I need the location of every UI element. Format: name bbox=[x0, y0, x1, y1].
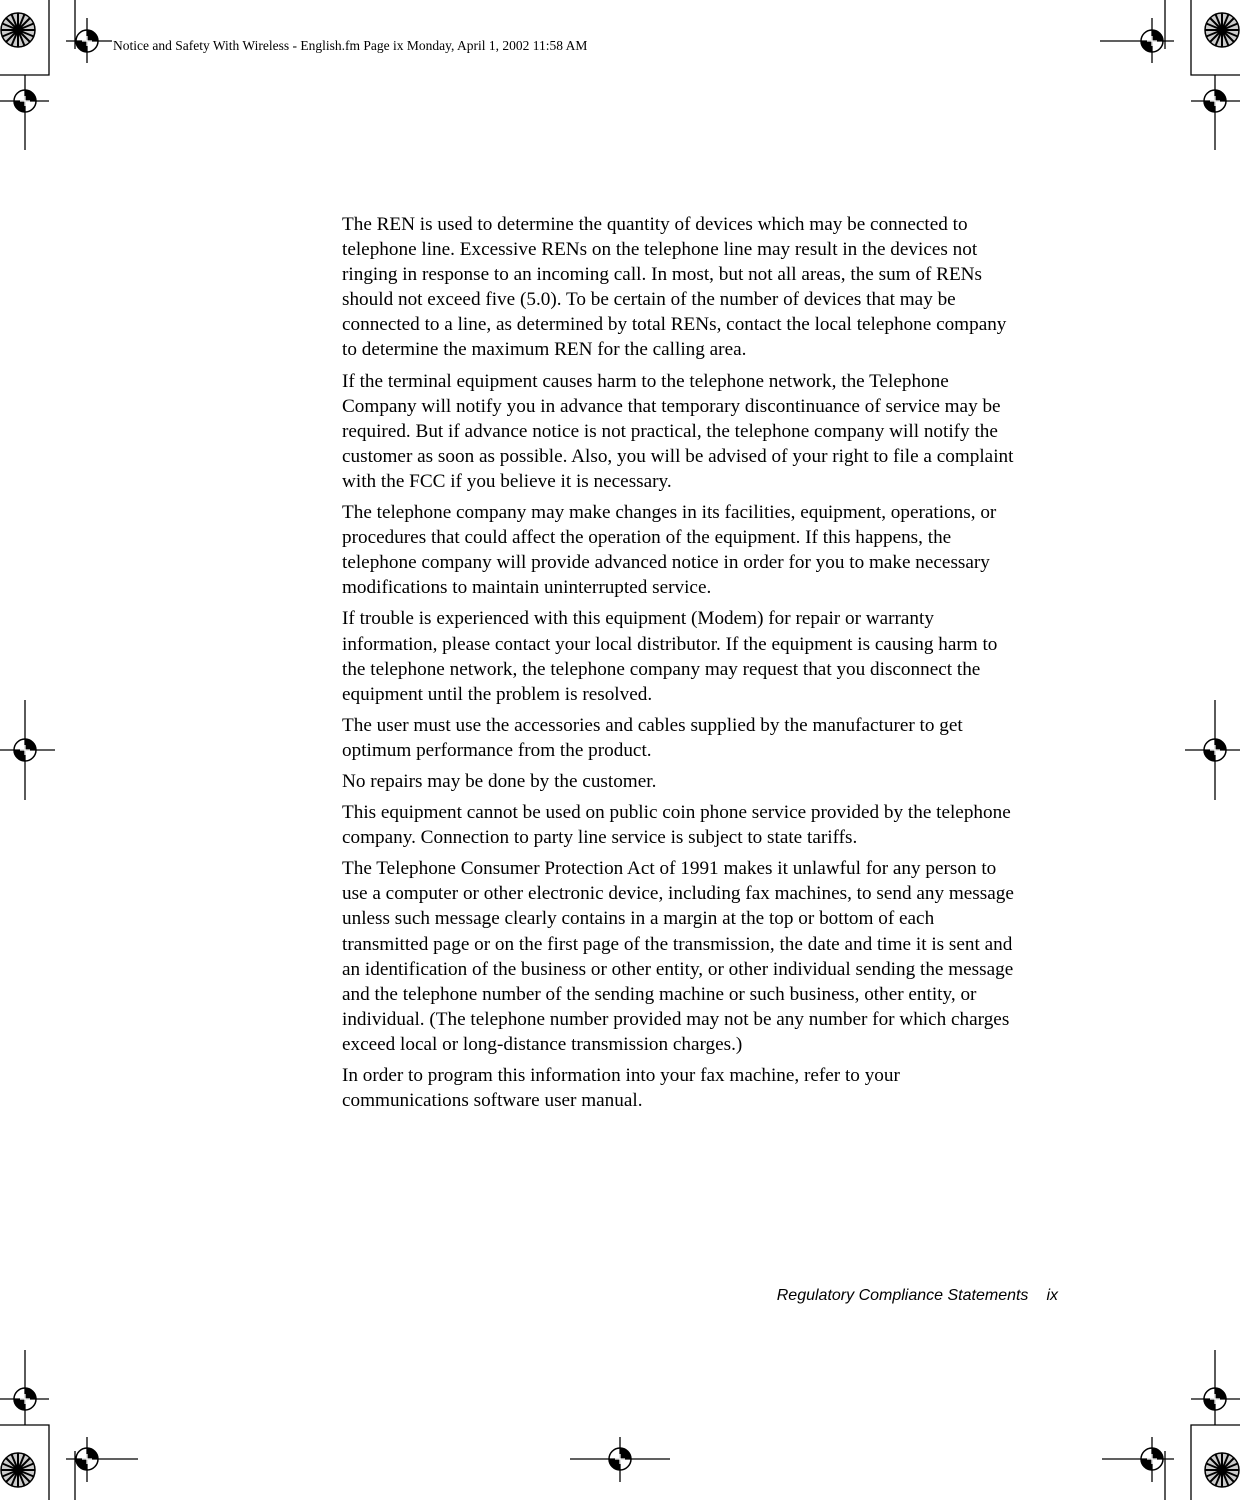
document-body bbox=[342, 212, 1058, 1119]
text-line: should not exceed five (5.0). To be certain of the number of devices that may be bbox=[342, 289, 956, 311]
text-line: In order to program this information into your fax machine, refer to your bbox=[342, 1065, 900, 1086]
text-line: If the terminal equipment causes harm to the telephone network, the Telephone bbox=[342, 370, 949, 392]
text-line: If trouble is experienced with this equipment (Modem) for repair or warranty bbox=[342, 608, 934, 630]
footer-section-title: Regulatory Compliance Statements bbox=[776, 1287, 1029, 1304]
paragraph bbox=[342, 713, 1058, 763]
print-slug: Notice and Safety With Wireless - English.fm Page ix Monday, April 1, 2002 11:58 AM bbox=[113, 38, 588, 53]
paragraph bbox=[342, 769, 1058, 794]
text-line: exceed local or long-distance transmission charges.) bbox=[342, 1033, 743, 1055]
text-line: transmitted page or on the first page of the transmission, the date and time it is sent and bbox=[342, 933, 1013, 955]
text-line: individual. (The telephone number provided may not be any number for which charges bbox=[342, 1008, 1010, 1030]
text-line: The Telephone Consumer Protection Act of 1991 makes it unlawful for any person to bbox=[342, 858, 997, 880]
text-line: equipment until the problem is resolved. bbox=[342, 683, 653, 705]
paragraph bbox=[342, 1063, 1058, 1113]
text-line: This equipment cannot be used on public coin phone service provided by the telephone bbox=[342, 802, 1011, 824]
text-line: and the telephone number of the sending machine or such business, other entity, or bbox=[342, 983, 977, 1005]
text-line: communications software user manual. bbox=[342, 1090, 643, 1112]
text-line: ringing in response to an incoming call. In most, but not all areas, the sum of RENs bbox=[342, 264, 983, 286]
text-line: The telephone company may make changes in its facilities, equipment, operations, or bbox=[342, 502, 997, 524]
text-line: telephone company will provide advanced notice in order for you to make necessary bbox=[342, 552, 990, 574]
text-line: customer as soon as possible. Also, you will be advised of your right to file a complaint bbox=[342, 445, 1014, 467]
text-line: Company will notify you in advance that temporary discontinuance of service may be bbox=[342, 395, 1001, 417]
paragraph bbox=[342, 500, 1058, 600]
text-line: to determine the maximum REN for the calling area. bbox=[342, 339, 747, 361]
paragraph bbox=[342, 800, 1058, 850]
paragraph bbox=[342, 369, 1058, 494]
text-line: the telephone network, the telephone company may request that you disconnect the bbox=[342, 658, 981, 680]
text-line: The REN is used to determine the quantity of devices which may be connected to bbox=[342, 214, 968, 235]
text-line: use a computer or other electronic device, including fax machines, to send any message bbox=[342, 883, 1014, 905]
text-line: an identification of the business or other entity, or other individual sending the message bbox=[342, 958, 1014, 980]
page-footer bbox=[777, 1287, 1058, 1305]
text-line: information, please contact your local distributor. If the equipment is causing harm to bbox=[342, 633, 998, 655]
text-line: required. But if advance notice is not practical, the telephone company will notify the bbox=[342, 420, 998, 442]
text-line: unless such message clearly contains in a margin at the top or bottom of each bbox=[342, 908, 935, 930]
text-line: optimum performance from the product. bbox=[342, 739, 652, 761]
text-line: No repairs may be done by the customer. bbox=[342, 770, 657, 792]
paragraph bbox=[342, 606, 1058, 706]
text-line: telephone line. Excessive RENs on the telephone line may result in the devices not bbox=[342, 239, 978, 261]
text-line: modifications to maintain uninterrupted service. bbox=[342, 577, 712, 599]
text-line: with the FCC if you believe it is necessary. bbox=[342, 470, 672, 492]
text-line: The user must use the accessories and cables supplied by the manufacturer to get bbox=[342, 714, 963, 736]
text-line: company. Connection to party line service is subject to state tariffs. bbox=[342, 827, 858, 849]
text-line: procedures that could affect the operation of the equipment. If this happens, the bbox=[342, 527, 952, 549]
paragraph bbox=[342, 856, 1058, 1057]
paragraph bbox=[342, 212, 1058, 363]
text-line: connected to a line, as determined by total RENs, contact the local telephone company bbox=[342, 314, 1007, 336]
page-number: ix bbox=[1046, 1287, 1058, 1304]
